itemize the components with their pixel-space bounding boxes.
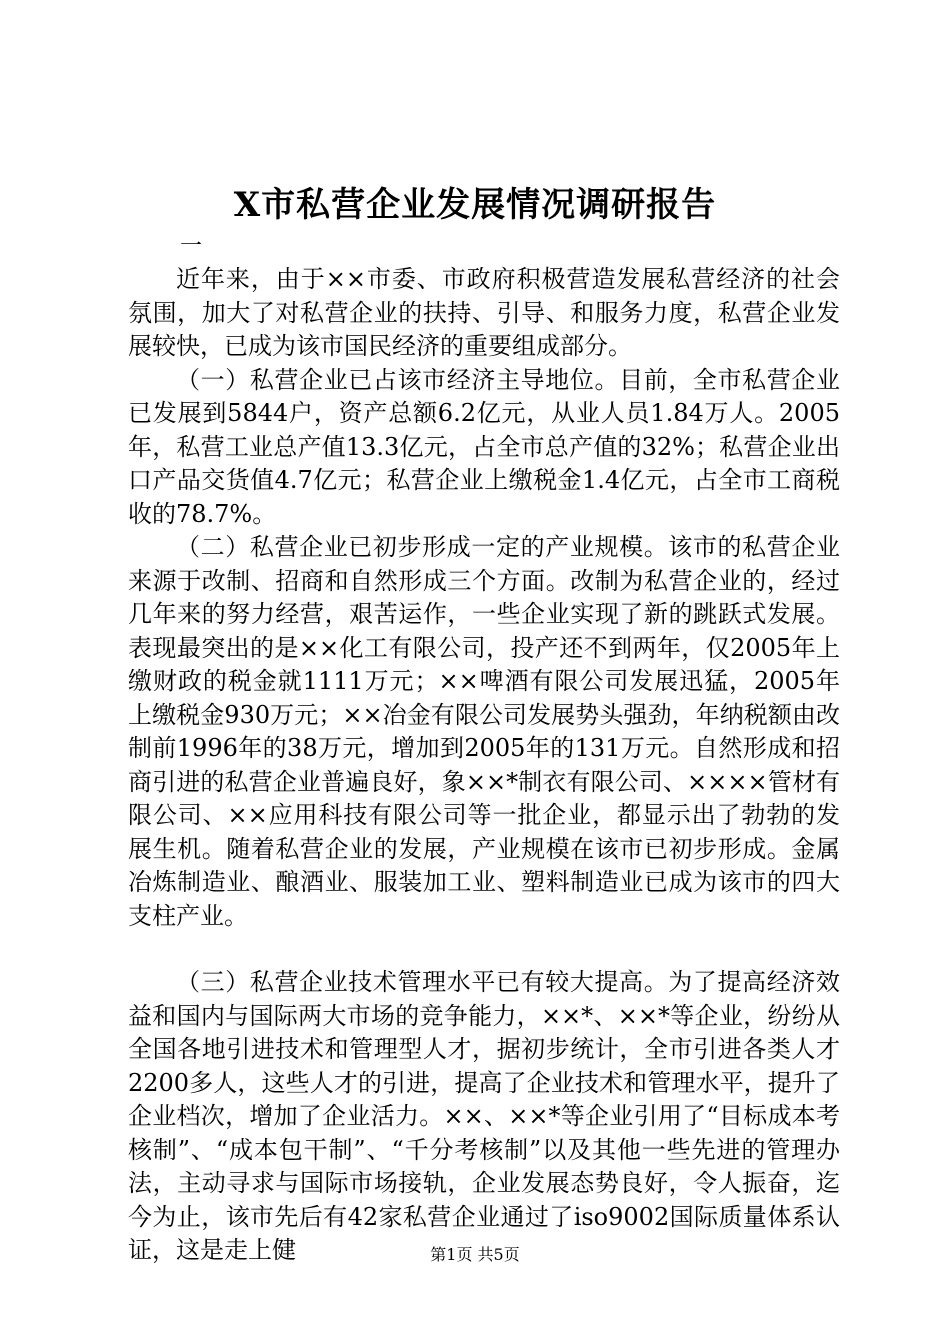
paragraph-intro: 近年来，由于××市委、市政府积极营造发展私营经济的社会氛围，加大了对私营企业的扶持、引导、和服务力度，私营企业发展较快，已成为该市国民经济的重要组成部分。	[128, 265, 840, 360]
page-footer: 第1页 共5页	[430, 1245, 520, 1264]
paragraph-section-3: （三）私营企业技术管理水平已有较大提高。为了提高经济效益和国内与国际两大市场的竞争能力，××*、××*等企业，纷纷从全国各地引进技术和管理型人才，据初步统计，全市引进各类人才2200多人，这些人才的引进，提高了企业技术和管理水平，提升了企业档次，增加了企业活力。××、××*等企业引用了“目标成本考核制”、“成本包干制”、“千分考核制”以及其他一些先进的管理办法，主动寻求与国际市场接轨，企业发展态势良好，令人振奋，迄今为止，该市先后有42家私营企业通过了iso9002国际质量体系认证，这是走上健	[128, 968, 840, 1264]
section-number: 一	[180, 234, 203, 259]
paragraph-section-2: （二）私营企业已初步形成一定的产业规模。该市的私营企业来源于改制、招商和自然形成三个方面。改制为私营企业的，经过几年来的努力经营，艰苦运作，一些企业实现了新的跳跃式发展。表现最突出的是××化工有限公司，投产还不到两年，仅2005年上缴财政的税金就1111万元；××啤酒有限公司发展迅猛，2005年上缴税金930万元；××冶金有限公司发展势头强劲，年纳税额由改制前1996年的38万元，增加到2005年的131万元。自然形成和招商引进的私营企业普遍良好，象××*制衣有限公司、××××管材有限公司、××应用科技有限公司等一批企业，都显示出了勃勃的发展生机。随着私营企业的发展，产业规模在该市已初步形成。金属冶炼制造业、酿酒业、服装加工业、塑料制造业已成为该市的四大支柱产业。	[128, 533, 840, 930]
paragraph-section-1: （一）私营企业已占该市经济主导地位。目前，全市私营企业已发展到5844户，资产总额6.2亿元，从业人员1.84万人。2005年，私营工业总产值13.3亿元，占全市总产值的32%；私营企业出口产品交货值4.7亿元；私营企业上缴税金1.4亿元，占全市工商税收的78.7%。	[128, 365, 840, 528]
document-title: X市私营企业发展情况调研报告	[233, 185, 717, 225]
document-body	[128, 263, 840, 1268]
